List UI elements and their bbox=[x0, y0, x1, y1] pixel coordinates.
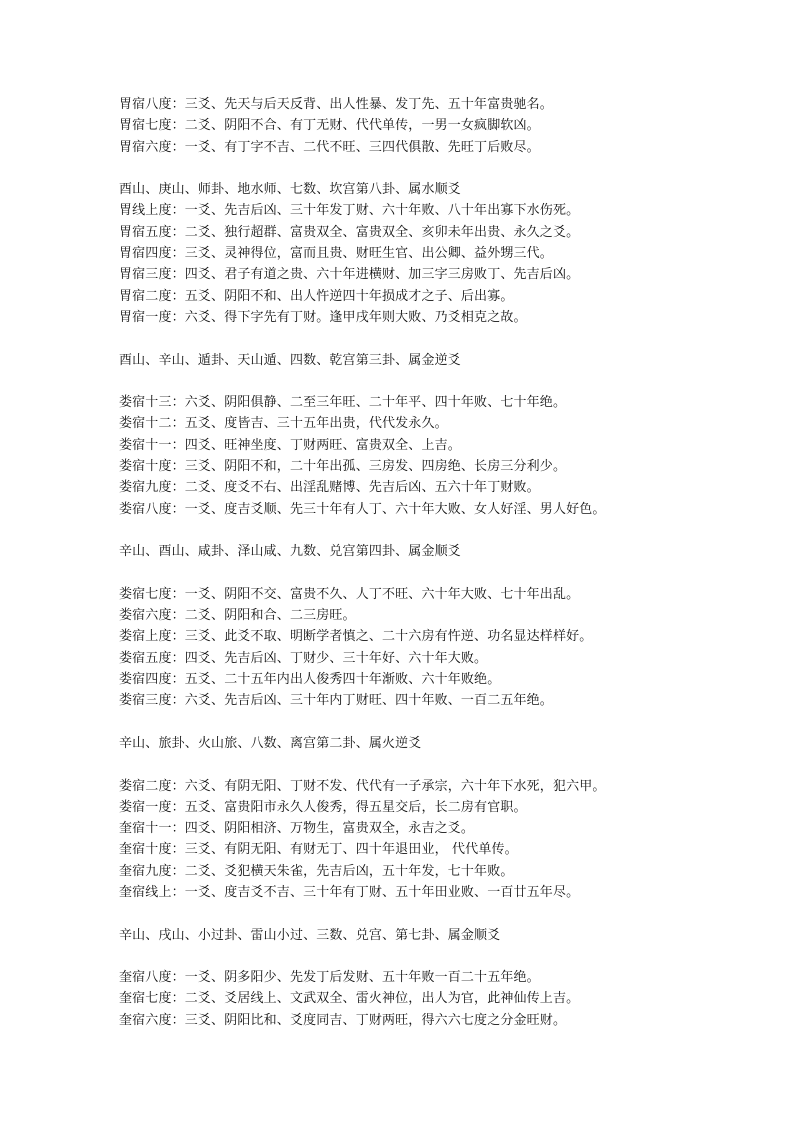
text-line: 胃宿七度：二爻、阴阳不合、有丁无财、代代单传，一男一女疯脚软凶。 bbox=[119, 118, 540, 134]
blank-line bbox=[119, 563, 769, 584]
text-line: 娄宿上度：三爻、此爻不取、明断学者慎之、二十六房有忤逆、功名显达样样好。 bbox=[119, 629, 593, 645]
section-heading: 酉山、庚山、师卦、地水师、七数、坎宫第八卦、属水顺爻 bbox=[119, 182, 461, 198]
text-line: 娄宿八度：一爻、度吉爻顺、先三十年有人丁、六十年大败、女人好淫、男人好色。 bbox=[119, 501, 606, 517]
text-line: 奎宿八度：一爻、阴多阳少、先发丁后发财、五十年败一百二十五年绝。 bbox=[119, 970, 540, 986]
blank-line bbox=[119, 328, 769, 349]
text-line: 胃线上度：一爻、先吉后凶、三十年发丁财、六十年败、八十年出寡下水伤死。 bbox=[119, 203, 580, 219]
blank-line bbox=[119, 754, 769, 775]
blank-line bbox=[119, 712, 769, 733]
text-line: 娄宿二度：六爻、有阴无阳、丁财不发、代代有一子承宗，六十年下水死，犯六甲。 bbox=[119, 778, 606, 794]
text-line: 奎宿线上：一爻、度吉爻不吉、三十年有丁财、五十年田业败、一百廿五年尽。 bbox=[119, 884, 580, 900]
text-line: 胃宿三度：四爻、君子有道之贵、六十年进横财、加三字三房败丁、先吉后凶。 bbox=[119, 267, 580, 283]
text-line: 奎宿十度：三爻、有阴无阳、有财无丁、四十年退田业， 代代单传。 bbox=[119, 842, 518, 858]
text-line: 胃宿八度：三爻、先天与后天反背、出人性暴、发丁先、五十年富贵驰名。 bbox=[119, 97, 553, 112]
text-line: 胃宿二度：五爻、阴阳不和、出人忤逆四十年损成才之子、后出寡。 bbox=[119, 288, 514, 304]
document-page bbox=[119, 94, 769, 1031]
section-heading: 辛山、戌山、小过卦、雷山小过、三数、兑宫、第七卦、属金顺爻 bbox=[119, 927, 501, 943]
text-line: 奎宿七度：二爻、爻居线上、文武双全、雷火神位，出人为官，此神仙传上吉。 bbox=[119, 991, 580, 1007]
text-line: 胃宿一度：六爻、得下字先有丁财。逢甲戌年则大败、乃爻相克之故。 bbox=[119, 309, 527, 325]
text-line: 胃宿四度：三爻、灵神得位，富而且贵、财旺生官、出公卿、益外甥三代。 bbox=[119, 246, 553, 262]
text-line: 奎宿六度：三爻、阴阳比和、爻度同吉、丁财两旺，得六六七度之分金旺财。 bbox=[119, 1012, 567, 1028]
blank-line bbox=[119, 520, 769, 541]
section-heading: 酉山、辛山、遁卦、天山遁、四数、乾宫第三卦、属金逆爻 bbox=[119, 352, 461, 368]
text-line: 娄宿四度：五爻、二十五年内出人俊秀四十年渐败、六十年败绝。 bbox=[119, 672, 501, 688]
blank-line bbox=[119, 903, 769, 924]
text-line: 娄宿十二：五爻、度皆吉、三十五年出贵，代代发永久。 bbox=[119, 416, 448, 432]
text-line: 娄宿三度：六爻、先吉后凶、三十年内丁财旺、四十年败、一百二五年绝。 bbox=[119, 693, 553, 709]
blank-line bbox=[119, 371, 769, 392]
text-line: 娄宿七度：一爻、阴阳不交、富贵不久、人丁不旺、六十年大败、七十年出乱。 bbox=[119, 586, 580, 602]
text-line: 胃宿五度：二爻、独行超群、富贵双全、富贵双全、亥卯未年出贵、永久之爻。 bbox=[119, 224, 580, 240]
text-line: 奎宿十一：四爻、阴阳相济、万物生，富贵双全，永吉之爻。 bbox=[119, 821, 475, 837]
section-heading: 辛山、酉山、咸卦、泽山咸、九数、兑宫第四卦、属金顺爻 bbox=[119, 544, 461, 560]
text-line: 娄宿一度：五爻、富贵阳市永久人俊秀，得五星交后，长二房有官职。 bbox=[119, 799, 527, 815]
text-line: 娄宿六度：二爻、阴阳和合、二三房旺。 bbox=[119, 608, 356, 624]
text-line: 娄宿十三：六爻、阴阳俱静、二至三年旺、二十年平、四十年败、七十年绝。 bbox=[119, 395, 567, 411]
text-line: 娄宿九度：二爻、度爻不右、出淫乱赌博、先吉后凶、五六十年丁财败。 bbox=[119, 480, 540, 496]
blank-line bbox=[119, 946, 769, 967]
text-line: 奎宿九度：二爻、爻犯横天朱雀，先吉后凶，五十年发，七十年败。 bbox=[119, 863, 514, 879]
section-heading: 辛山、旅卦、火山旅、八数、离宫第二卦、属火逆爻 bbox=[119, 735, 422, 751]
text-line: 胃宿六度：一爻、有丁字不吉、二代不旺、三四代俱散、先旺丁后败尽。 bbox=[119, 139, 540, 155]
blank-line bbox=[119, 158, 769, 179]
text-line: 娄宿十一：四爻、旺神坐度、丁财两旺、富贵双全、上吉。 bbox=[119, 437, 461, 453]
text-line: 娄宿十度：三爻、阴阳不和，二十年出孤、三房发、四房绝、长房三分利少。 bbox=[119, 459, 567, 475]
text-line: 娄宿五度：四爻、先吉后凶、丁财少、三十年好、六十年大败。 bbox=[119, 650, 488, 666]
